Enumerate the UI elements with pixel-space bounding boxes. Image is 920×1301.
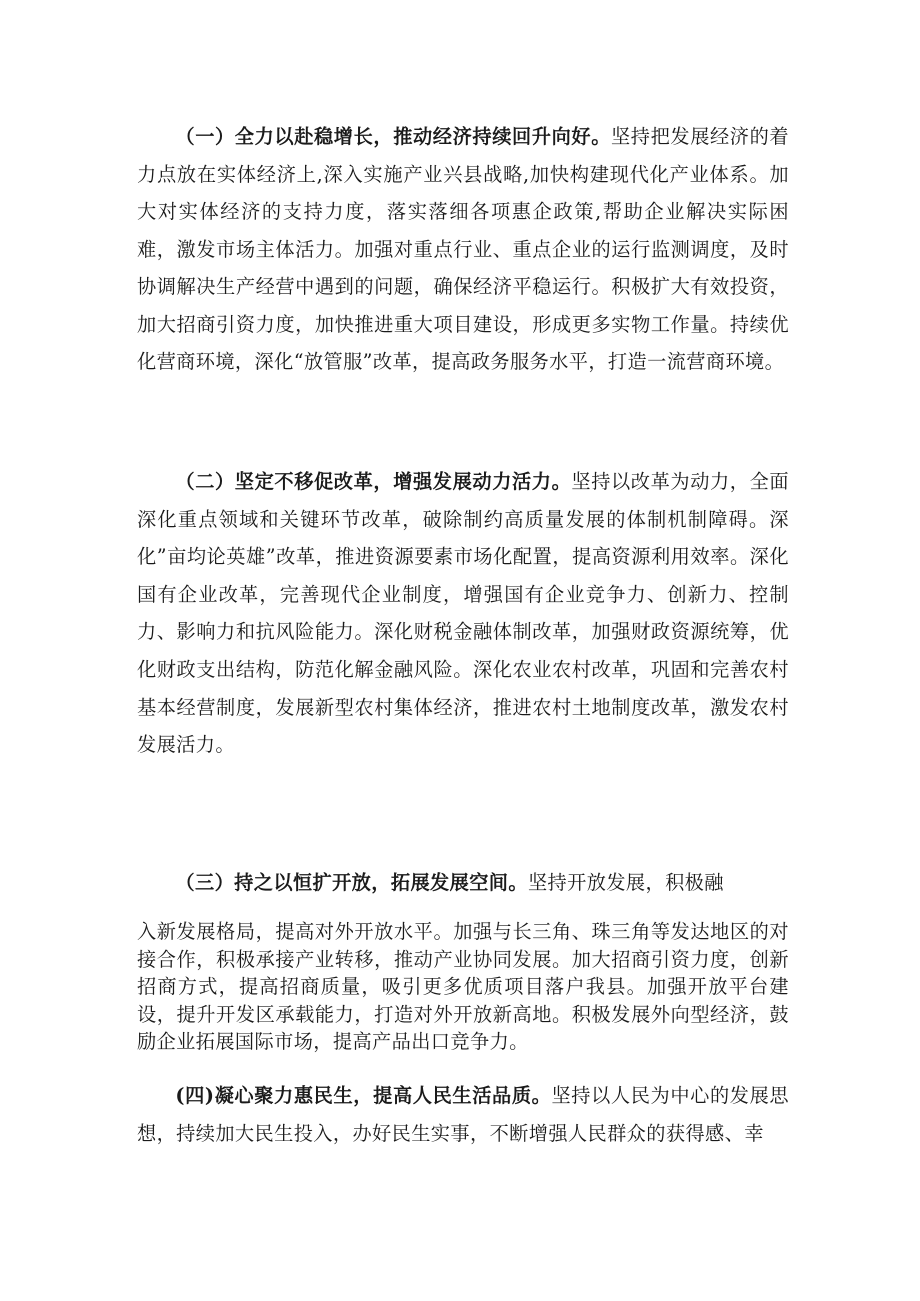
section-4-heading: (四)凝心聚力惠民生，提高人民生活品质。: [175, 1084, 552, 1107]
section-1-body: 坚持把发展经济的着力点放在实体经济上,深入实施产业兴县战略,加快构建现代化产业体系。加大对实体经济的支持力度，落实落细各项惠企政策,帮助企业解决实际困难，激发市场主体活力。加强对重点行业、重点企业的运行监测调度，及时协调解决生产经营中遇到的问题，确保经济平稳运行。积极扩大有效投资，加大招商引资力度，加快推进重大项目建设，形成更多实物工作量。持续优化营商环境，深化“放管服”改革，提高政务服务水平，打造一流营商环境。: [137, 125, 789, 373]
section-3-heading: （三）持之以恒扩开放，拓展发展空间。: [175, 871, 528, 894]
section-3-body-first: 坚持开放发展，积极融: [527, 871, 724, 894]
section-2-paragraph: [137, 463, 789, 764]
section-4-body: 坚持以人民为中心的发展思想，持续加大民生投入，办好民生实事，不断增强人民群众的获得感、幸: [137, 1084, 789, 1145]
section-3-body-rest: 入新发展格局，提高对外开放水平。加强与长三角、珠三角等发达地区的对接合作，积极承接产业转移，推动产业协同发展。加大招商引资力度，创新招商方式，提高招商质量，吸引更多优质项目落户我县。加强开放平台建设，提升开发区承载能力，打造对外开放新高地。积极发展外向型经济，鼓励企业拓展国际市场，提高产品出口竞争力。: [137, 920, 789, 1053]
section-1-heading: （一）全力以赴稳增长，推动经济持续回升向好。: [175, 125, 611, 148]
section-3-body-paragraph: [137, 918, 789, 1056]
section-2-heading: （二）坚定不移促改革，增强发展动力活力。: [175, 470, 572, 493]
section-4-paragraph: [137, 1077, 789, 1153]
section-2-body: 坚持以改革为动力，全面深化重点领域和关键环节改革，破除制约高质量发展的体制机制障碍。深化”亩均论英雄”改革，推进资源要素市场化配置，提高资源利用效率。深化国有企业改革，完善现代企业制度，增强国有企业竞争力、创新力、控制力、影响力和抗风险能力。深化财税金融体制改革，加强财政资源统筹，优化财政支出结构，防范化解金融风险。深化农业农村改革，巩固和完善农村基本经营制度，发展新型农村集体经济，推进农村土地制度改革，激发农村发展活力。: [137, 470, 789, 757]
section-1-paragraph: [137, 118, 789, 381]
section-3-heading-line: [137, 871, 789, 895]
